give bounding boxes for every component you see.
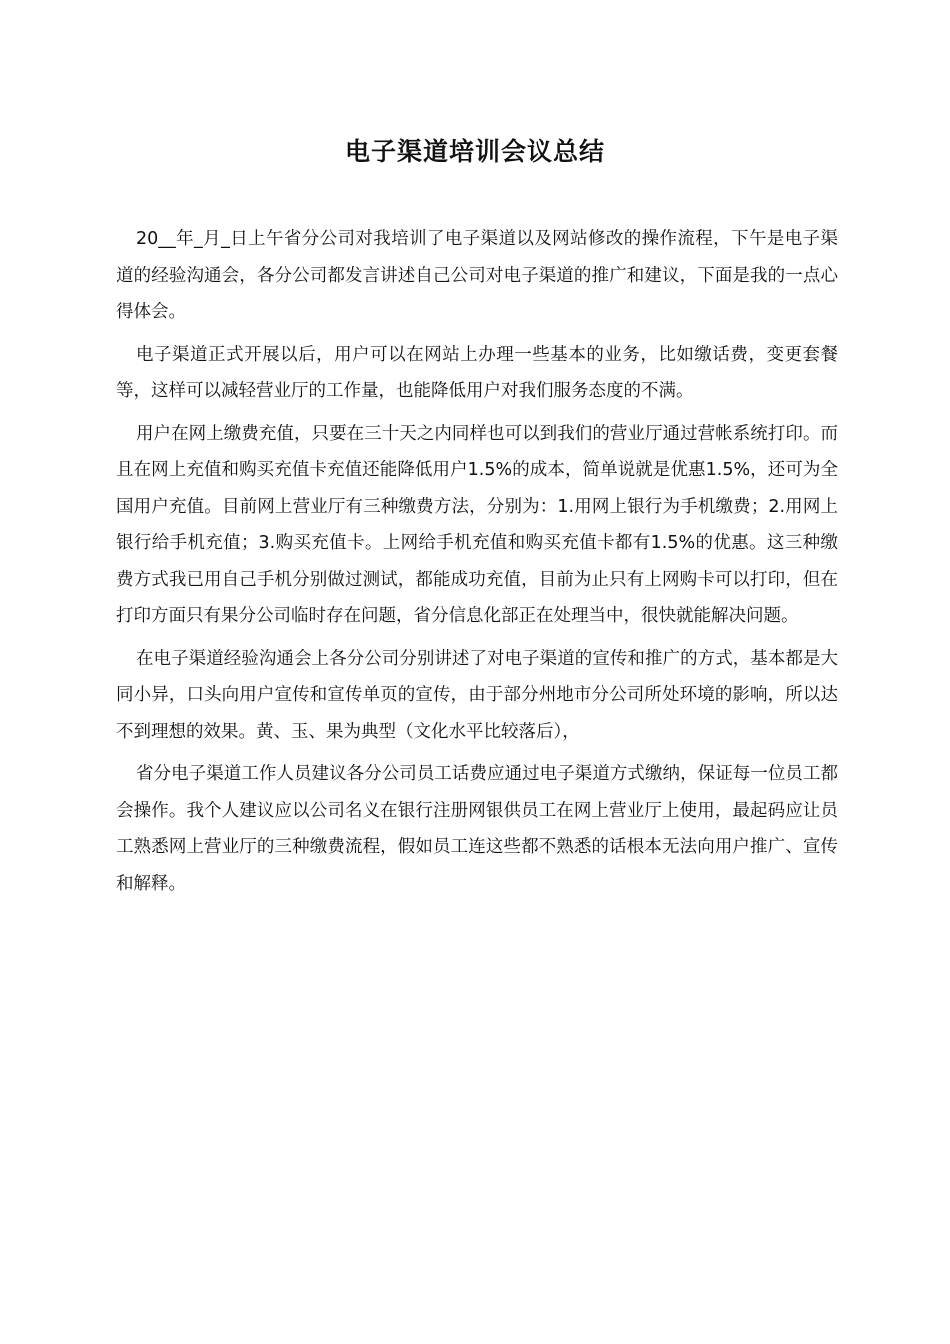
paragraph-suggestions: 省分电子渠道工作人员建议各分公司员工话费应通过电子渠道方式缴纳，保证每一位员工都会操作。我个人建议应以公司名义在银行注册网银供员工在网上营业厅上使用，最起码应让员工熟悉网上营业厅的三种缴费流程，假如员工连这些都不熟悉的话根本无法向用户推广、宣传和解释。 <box>116 764 838 894</box>
document-title: 电子渠道培训会议总结 <box>344 137 605 166</box>
document-body <box>116 221 838 908</box>
paragraph-channel-benefits: 电子渠道正式开展以后，用户可以在网站上办理一些基本的业务，比如缴话费，变更套餐等，这样可以减轻营业厅的工作量，也能降低用户对我们服务态度的不满。 <box>116 344 838 401</box>
paragraph-payment-methods: 用户在网上缴费充值，只要在三十天之内同样也可以到我们的营业厅通过营帐系统打印。而且在网上充值和购买充值卡充值还能降低用户1.5%的成本，简单说就是优惠1.5%，还可为全国用户充值。目前网上营业厅有三种缴费方法，分别为：1.用网上银行为手机缴费；2.用网上银行给手机充值；3.购买充值卡。上网给手机充值和购买充值卡都有1.5%的优惠。这三种缴费方式我已用自己手机分别做过测试，都能成功充值，目前为止只有上网购卡可以打印，但在打印方面只有果分公司临时存在问题，省分信息化部正在处理当中，很快就能解决问题。 <box>116 423 838 626</box>
paragraph-promotion-methods: 在电子渠道经验沟通会上各分公司分别讲述了对电子渠道的宣传和推广的方式，基本都是大同小异，口头向用户宣传和宣传单页的宣传，由于部分州地市分公司所处环境的影响，所以达不到理想的效果。黄、玉、果为典型（文化水平比较落后）， <box>116 648 838 742</box>
paragraph-training-intro: 20__年_月_日上午省分公司对我培训了电子渠道以及网站修改的操作流程，下午是电子渠道的经验沟通会，各分公司都发言讲述自己公司对电子渠道的推广和建议，下面是我的一点心得体会。 <box>116 229 838 322</box>
